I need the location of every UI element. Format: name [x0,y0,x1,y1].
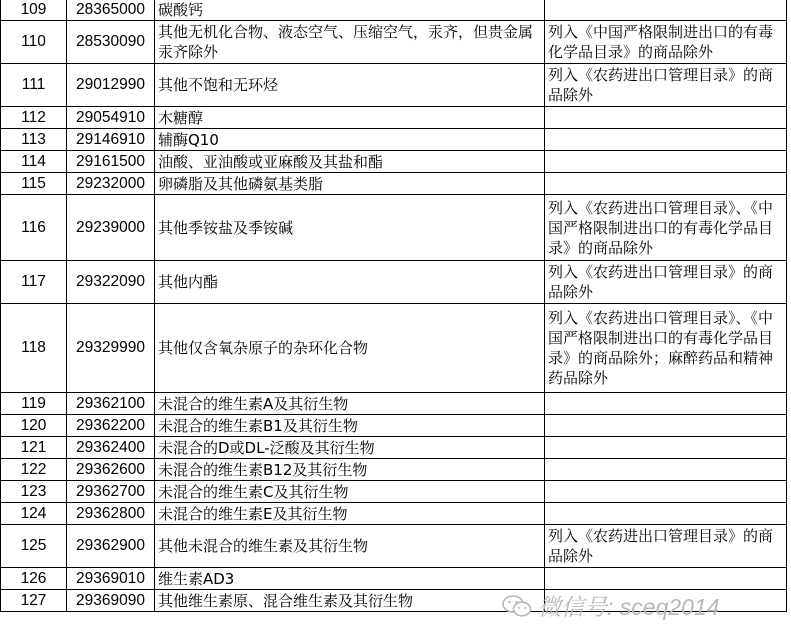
row-number: 127 [1,590,67,612]
hs-code: 28365000 [67,0,155,21]
row-number: 126 [1,568,67,590]
hs-code: 29161500 [67,151,155,173]
table-row [1,173,787,195]
table-row [1,503,787,525]
table-row [1,151,787,173]
hs-code: 29369010 [67,568,155,590]
hs-code: 29362700 [67,481,155,503]
product-name: 油酸、亚油酸或亚麻酸及其盐和酯 [155,151,545,173]
table-row [1,415,787,437]
table-row [1,304,787,393]
hs-code: 29362100 [67,393,155,415]
product-name: 碳酸钙 [155,0,545,21]
product-name: 维生素AD3 [155,568,545,590]
row-number: 114 [1,151,67,173]
product-name: 辅酶Q10 [155,129,545,151]
hs-code: 29362200 [67,415,155,437]
product-name: 卵磷脂及其他磷氨基类脂 [155,173,545,195]
row-number: 118 [1,304,67,393]
product-name: 其他未混合的维生素及其衍生物 [155,525,545,568]
remark [545,437,787,459]
hs-code: 29362400 [67,437,155,459]
row-number: 119 [1,393,67,415]
product-name: 其他内酯 [155,261,545,304]
row-number: 122 [1,459,67,481]
hs-code: 29012990 [67,64,155,107]
table-row [1,261,787,304]
hs-code: 29362900 [67,525,155,568]
product-name: 未混合的维生素A及其衍生物 [155,393,545,415]
product-name: 未混合的维生素B12及其衍生物 [155,459,545,481]
product-name: 木糖醇 [155,107,545,129]
row-number: 124 [1,503,67,525]
row-number: 111 [1,64,67,107]
table-row [1,64,787,107]
remark: 列入《农药进出口管理目录》的商品除外 [545,525,787,568]
table-row [1,0,787,21]
table-row [1,437,787,459]
remark [545,568,787,590]
product-name: 其他维生素原、混合维生素及其衍生物 [155,590,545,612]
remark [545,459,787,481]
product-name: 其他季铵盐及季铵碱 [155,195,545,261]
remark [545,503,787,525]
row-number: 121 [1,437,67,459]
remark [545,173,787,195]
row-number: 120 [1,415,67,437]
hs-code: 29239000 [67,195,155,261]
remark [545,151,787,173]
table-row [1,195,787,261]
product-name: 其他仅含氧杂原子的杂环化合物 [155,304,545,393]
table-row [1,107,787,129]
product-name: 未混合的D或DL-泛酸及其衍生物 [155,437,545,459]
remark [545,107,787,129]
remark [545,129,787,151]
row-number: 109 [1,0,67,21]
table-row [1,481,787,503]
remark: 列入《中国严格限制进出口的有毒化学品目录》的商品除外 [545,21,787,64]
row-number: 112 [1,107,67,129]
table-row [1,568,787,590]
product-name: 其他不饱和无环烃 [155,64,545,107]
hs-code: 29146910 [67,129,155,151]
remark [545,0,787,21]
remark [545,481,787,503]
row-number: 123 [1,481,67,503]
hs-code: 29322090 [67,261,155,304]
table-row [1,393,787,415]
product-name: 其他无机化合物、液态空气、压缩空气，汞齐，但贵金属汞齐除外 [155,21,545,64]
row-number: 117 [1,261,67,304]
hs-code: 29362600 [67,459,155,481]
remark [545,393,787,415]
remark: 列入《农药进出口管理目录》的商品除外 [545,261,787,304]
row-number: 113 [1,129,67,151]
remark: 列入《农药进出口管理目录》、《中国严格限制进出口的有毒化学品目录》的商品除外；麻醉药品和精神药品除外 [545,304,787,393]
table-row [1,459,787,481]
remark [545,415,787,437]
row-number: 115 [1,173,67,195]
product-name: 未混合的维生素C及其衍生物 [155,481,545,503]
table-row [1,129,787,151]
remark [545,590,787,612]
watermark-text: 微信号: sceq2014 [538,594,720,620]
hs-code: 29054910 [67,107,155,129]
product-name: 未混合的维生素B1及其衍生物 [155,415,545,437]
remark: 列入《农药进出口管理目录》、《中国严格限制进出口的有毒化学品目录》的商品除外 [545,195,787,261]
table-row [1,590,787,612]
table-row [1,21,787,64]
hs-code: 29329990 [67,304,155,393]
hs-code: 28530090 [67,21,155,64]
row-number: 125 [1,525,67,568]
remark: 列入《农药进出口管理目录》的商品除外 [545,64,787,107]
table-row [1,525,787,568]
product-name: 未混合的维生素E及其衍生物 [155,503,545,525]
hs-code: 29369090 [67,590,155,612]
hs-code: 29362800 [67,503,155,525]
hs-code: 29232000 [67,173,155,195]
row-number: 110 [1,21,67,64]
row-number: 116 [1,195,67,261]
